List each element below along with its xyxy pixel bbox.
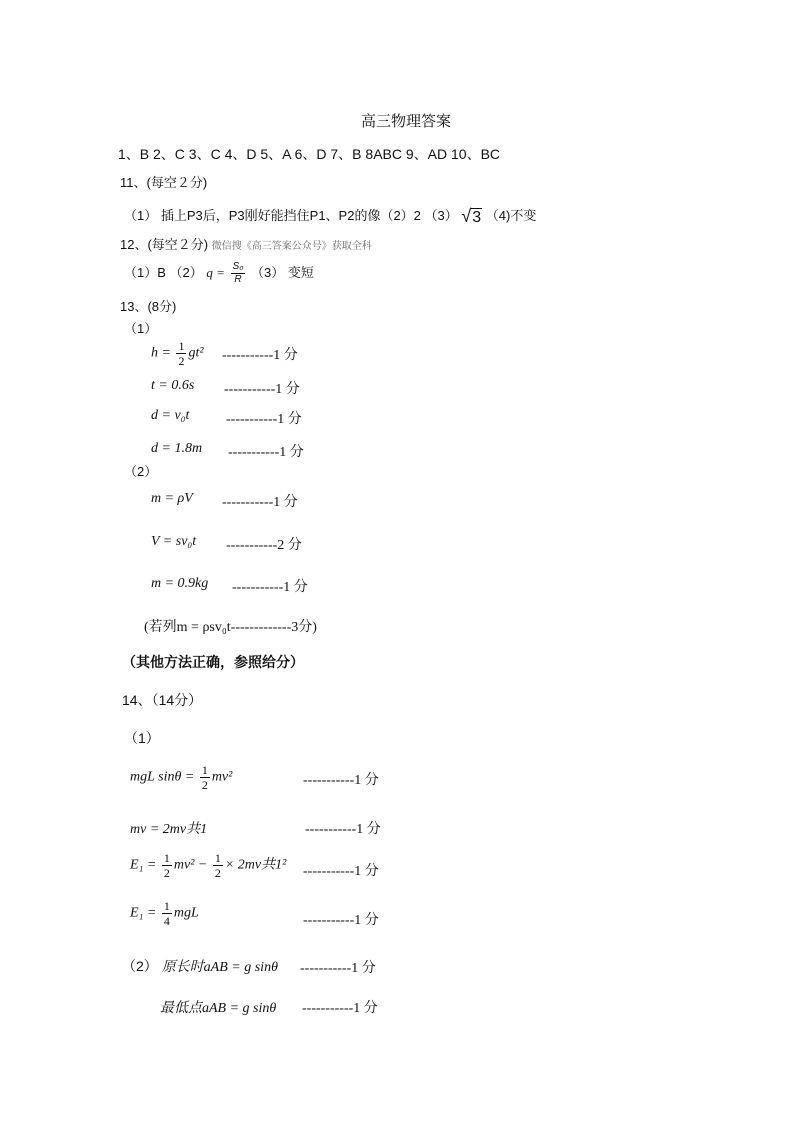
eq3-b-num: 1 [214, 851, 221, 865]
q13-eq-d1-score: -----------1 分 [226, 412, 302, 427]
q13-part2-label: （2） [124, 464, 158, 479]
eq4-rhs: mgL [173, 905, 199, 921]
q14-eq6-score: -----------1 分 [302, 1001, 378, 1016]
q14-eq2-score: -----------1 分 [305, 822, 381, 837]
page-title: 高三物理答案 [361, 113, 452, 130]
q13-part1-label: （1） [124, 321, 158, 336]
eq-h-den: 2 [178, 354, 185, 368]
q13-eq-d1: d = v₀t [151, 408, 190, 423]
q14-eq4-score: -----------1 分 [303, 913, 379, 928]
eq3-b-den: 2 [214, 866, 221, 880]
eq1-num: 1 [201, 763, 208, 777]
q11-answers [124, 205, 536, 227]
q14-part1-label: （1） [124, 730, 160, 746]
q14-eq3 [130, 852, 286, 879]
eq4-lhs: E₁ = [130, 905, 157, 921]
q13-eq-h-score: -----------1 分 [222, 348, 298, 363]
eq-h-rhs: gt² [188, 345, 204, 361]
q12-formula-den: R [234, 274, 242, 286]
q12-formula-fraction [231, 262, 246, 285]
eq-h-fraction [176, 340, 186, 367]
q11-heading: 11、(每空２分) [120, 175, 208, 190]
q13-heading: 13、(8分) [120, 299, 177, 314]
q13-alternative: (若列m = ρsv₀t-------------3分) [144, 620, 317, 635]
eq3-rhs: × 2mv共1² [224, 857, 287, 873]
eq3-a-den: 2 [163, 866, 170, 880]
eq1-fraction [200, 764, 210, 791]
q12-heading: 12、(每空２分) [120, 237, 209, 252]
eq1-den: 2 [201, 778, 208, 792]
eq-h-num: 1 [178, 339, 185, 353]
q14-eq4 [130, 900, 199, 927]
q14-part2-label: （2） [122, 958, 158, 974]
q11-answer-4: （4)不变 [485, 208, 537, 223]
q12-heading-line [120, 234, 372, 253]
eq4-num: 1 [163, 899, 170, 913]
q14-heading: 14、（14分） [122, 692, 203, 708]
sqrt-symbol: √3 [461, 206, 482, 226]
mc-answers: 1、B 2、C 3、C 4、D 5、A 6、D 7、B 8ABC 9、AD 10、BC [118, 146, 501, 162]
q12-formula-lhs: q = [206, 265, 225, 280]
q13-eq-m1-score: -----------1 分 [222, 495, 298, 510]
q14-eq6: 最低点aAB = g sinθ [160, 1001, 277, 1016]
q13-eq-t: t = 0.6s [151, 378, 195, 393]
q13-eq-V-score: -----------2 分 [226, 538, 302, 553]
q13-eq-d2-score: -----------1 分 [228, 445, 304, 460]
q13-eq-m2-score: -----------1 分 [232, 580, 308, 595]
eq3-fraction-b [213, 852, 223, 879]
watermark-text: 微信搜《高三答案公众号》获取全科 [211, 241, 372, 252]
q14-part2 [122, 956, 278, 976]
q12-answer-3: （3） 变短 [251, 265, 314, 280]
q11-answer-3: 3 [472, 209, 482, 226]
eq-h-lhs: h = [151, 345, 171, 361]
eq3-mid: mv² − [173, 857, 208, 873]
eq3-fraction-a [162, 852, 172, 879]
q14-eq3-score: -----------1 分 [303, 864, 379, 879]
q14-eq2: mv = 2mv共1 [130, 822, 208, 837]
eq3-lhs: E₁ = [130, 857, 157, 873]
eq1-rhs: mv² [211, 769, 233, 785]
q13-eq-m1: m = ρV [151, 491, 193, 506]
q12-answer-1: （1）B （2） [124, 265, 203, 280]
q13-eq-t-score: -----------1 分 [224, 382, 300, 397]
grading-note: （其他方法正确，参照给分） [122, 654, 304, 670]
q12-formula-num: S₀ [232, 261, 244, 273]
eq1-lhs: mgL sinθ = [130, 769, 195, 785]
q14-eq1-score: -----------1 分 [303, 773, 379, 788]
eq3-a-num: 1 [163, 851, 170, 865]
q13-eq-d2: d = 1.8m [151, 441, 203, 456]
q14-eq5-score: -----------1 分 [300, 961, 376, 976]
eq4-fraction [162, 900, 172, 927]
q14-eq5: 原长时aAB = g sinθ [161, 960, 278, 975]
q12-answers [124, 262, 314, 285]
q13-eq-V: V = sv₀t [151, 534, 197, 549]
q14-eq1 [130, 764, 232, 791]
eq4-den: 4 [163, 914, 170, 928]
q11-answer-1: （1） 插上P3后，P3刚好能挡住P1、P2的像（2）2 （3） [124, 208, 458, 223]
q13-eq-m2: m = 0.9kg [151, 576, 209, 591]
q13-eq-h [151, 340, 204, 367]
